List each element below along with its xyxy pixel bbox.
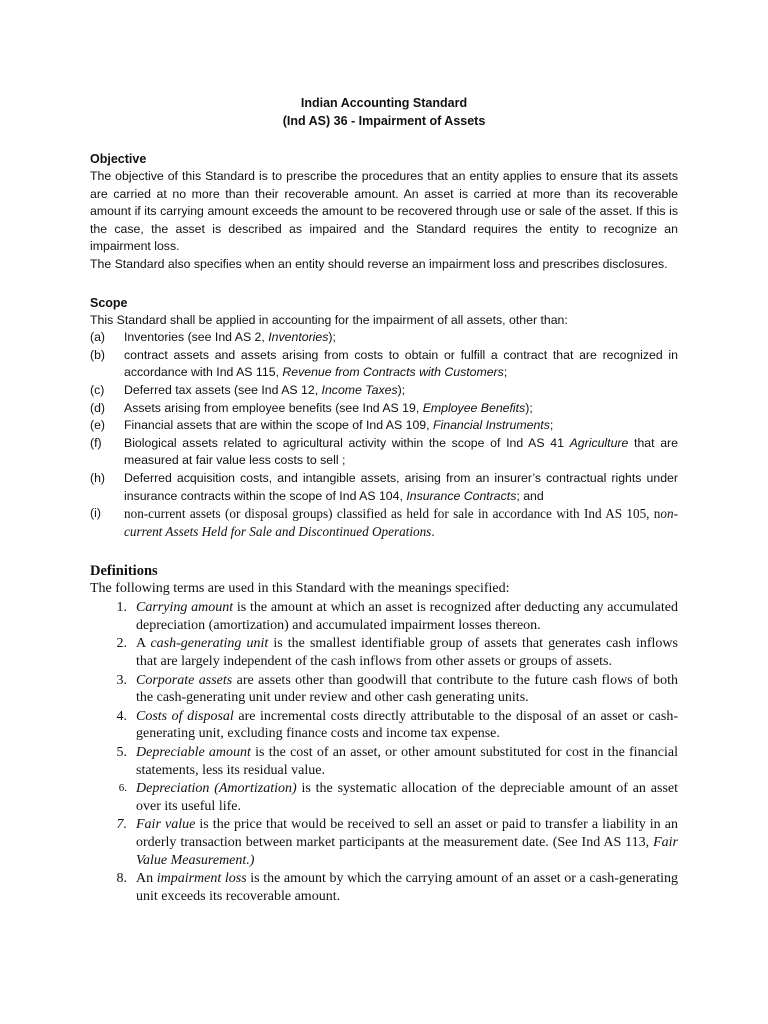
definition-text: is the amount at which an asset is recognized after deducting any accumulated depreciation (amortization) and accumulated impairment losses thereon. [136,600,678,633]
scope-item-text: ); [328,330,336,345]
scope-item-text: ); [525,400,533,415]
scope-item-text: non-current assets (or disposal groups) classified as held for sale in accordance with Ind AS 105, n [124,506,661,522]
objective-paragraph-1: The objective of this Standard is to prescribe the procedures that an entity applies to ensure that its assets are carried at no more than their recoverable amount. An asset is carried at more than its recoverable amount if its carrying amount exceeds the amount to be recovered through use or sale of the asset. If this is the case, the asset is described as impaired and the Standard requires the entity to recognize an impairment loss. [90,169,678,254]
scope-item-emphasis: Income Taxes [321,382,398,397]
scope-item-emphasis: Insurance Contracts [406,488,517,503]
scope-item [90,435,678,470]
scope-item-label: (h) [90,470,106,485]
definition-text: are incremental costs directly attributable to the disposal of an asset or cash-generating unit, excluding finance costs and income tax expense. [136,708,678,742]
scope-item-text: Deferred acquisition costs, and intangible assets, arising from an insurer’s contractual rights under insurance contracts within the scope of Ind AS 104, [124,470,678,503]
definition-item [90,870,678,905]
definition-number: 4. [116,708,127,724]
scope-item-emphasis: Revenue from Contracts with Customers [282,365,504,380]
title-line-2: (Ind AS) 36 - Impairment of Assets [282,114,486,128]
scope-item [90,505,678,540]
scope-item-label: (e) [90,418,106,433]
scope-item-emphasis: Agriculture [569,435,629,450]
scope-item-text: that are measured at fair value less costs to sell ; [124,435,678,468]
scope-intro: This Standard shall be applied in accounting for the impairment of all assets, other than: [90,312,568,327]
scope-item-text: Financial assets that are within the scope of Ind AS 109, [124,418,433,433]
scope-item-emphasis: on-current Assets Held for Sale and Discontinued Operations [124,506,678,539]
scope-list [90,329,678,540]
scope-item-label: (d) [90,400,106,415]
scope-item-label: (a) [90,330,106,345]
scope-item-text: ; [549,418,554,433]
definition-item [90,672,678,707]
scope-item-emphasis: Financial Instruments [432,418,550,433]
definition-term: cash-generating unit [150,636,269,652]
definition-reference: Fair Value Measurement.) [136,835,678,868]
definition-number: 5. [116,745,127,761]
definition-term: Depreciable amount [136,745,251,761]
definitions-intro: The following terms are used in this Standard with the meanings specified: [90,581,510,597]
scope-item-label: (c) [90,382,105,397]
definition-item [90,635,678,670]
scope-item [90,400,678,418]
scope-item-text: ); [397,382,406,397]
scope-item-text: . [431,523,435,539]
scope-item-emphasis: Inventories [268,330,329,345]
definition-item [90,599,678,634]
definition-term: impairment loss [156,871,247,887]
definition-text: is the smallest identifiable group of assets that generates cash inflows that are largely independent of the cash inflows from other assets or groups of assets. [136,636,678,670]
objective-paragraph-2: The Standard also specifies when an entity should reverse an impairment loss and prescribes disclosures. [90,256,668,271]
definition-term: Fair value [136,817,196,833]
definition-item [90,744,678,779]
definition-text: An [136,871,157,887]
definition-term: Corporate assets [136,672,233,688]
definition-number: 6. [118,782,127,795]
scope-item [90,470,678,505]
definition-text: are assets other than goodwill that contribute to the future cash flows of both the cash-generating unit under review and other cash generating units. [136,672,678,706]
scope-item-text: ; [503,365,508,380]
definition-number: 8. [116,871,127,887]
scope-item-text: Inventories (see Ind AS 2, [124,330,269,345]
definition-number: 2. [116,636,127,652]
title-line-1: Indian Accounting Standard [300,96,468,110]
scope-item-label: (b) [90,347,106,362]
document-title [90,94,678,130]
definition-number: 7. [116,817,127,833]
objective-heading: Objective [90,152,147,166]
definition-text: is the cost of an asset, or other amount substituted for cost in the financial statements, less its residual value. [136,745,678,778]
definition-term: Carrying amount [136,600,234,616]
definition-item [90,708,678,743]
scope-item-text: ; and [516,488,544,503]
definition-text: is the price that would be received to sell an asset or paid to transfer a liability in an orderly transaction between market participants at the measurement date. (See Ind AS 113, [136,817,678,850]
definition-text: A [136,636,151,652]
scope-item [90,417,678,435]
definition-text: is the amount by which the carrying amount of an asset or a cash-generating unit exceeds its recoverable amount. [136,871,678,904]
scope-item-text: Deferred tax assets (see Ind AS 12, [124,382,322,397]
scope-item [90,329,678,347]
scope-item [90,382,678,400]
scope-heading: Scope [90,295,128,310]
definition-item [90,780,678,815]
definition-text: is the systematic allocation of the depreciable amount of an asset over its useful life. [136,781,678,814]
definitions-heading: Definitions [90,563,158,580]
definition-item [90,816,678,869]
definition-term: Costs of disposal [136,708,234,724]
scope-item-label: (f) [90,435,102,450]
scope-item-emphasis: Employee Benefits [422,400,526,415]
scope-item-text: Biological assets related to agricultural activity within the scope of Ind AS 41 [124,435,570,450]
scope-item-text: Assets arising from employee benefits (see Ind AS 19, [124,400,423,415]
definition-number: 3. [116,672,127,688]
definitions-list [90,599,678,905]
scope-item-label: (i) [90,506,101,521]
scope-item [90,347,678,382]
scope-item-text: contract assets and assets arising from costs to obtain or fulfill a contract that are recognized in accordance with Ind AS 115, [124,347,678,380]
definition-term: Depreciation (Amortization) [136,781,297,797]
definition-number: 1. [116,600,127,616]
